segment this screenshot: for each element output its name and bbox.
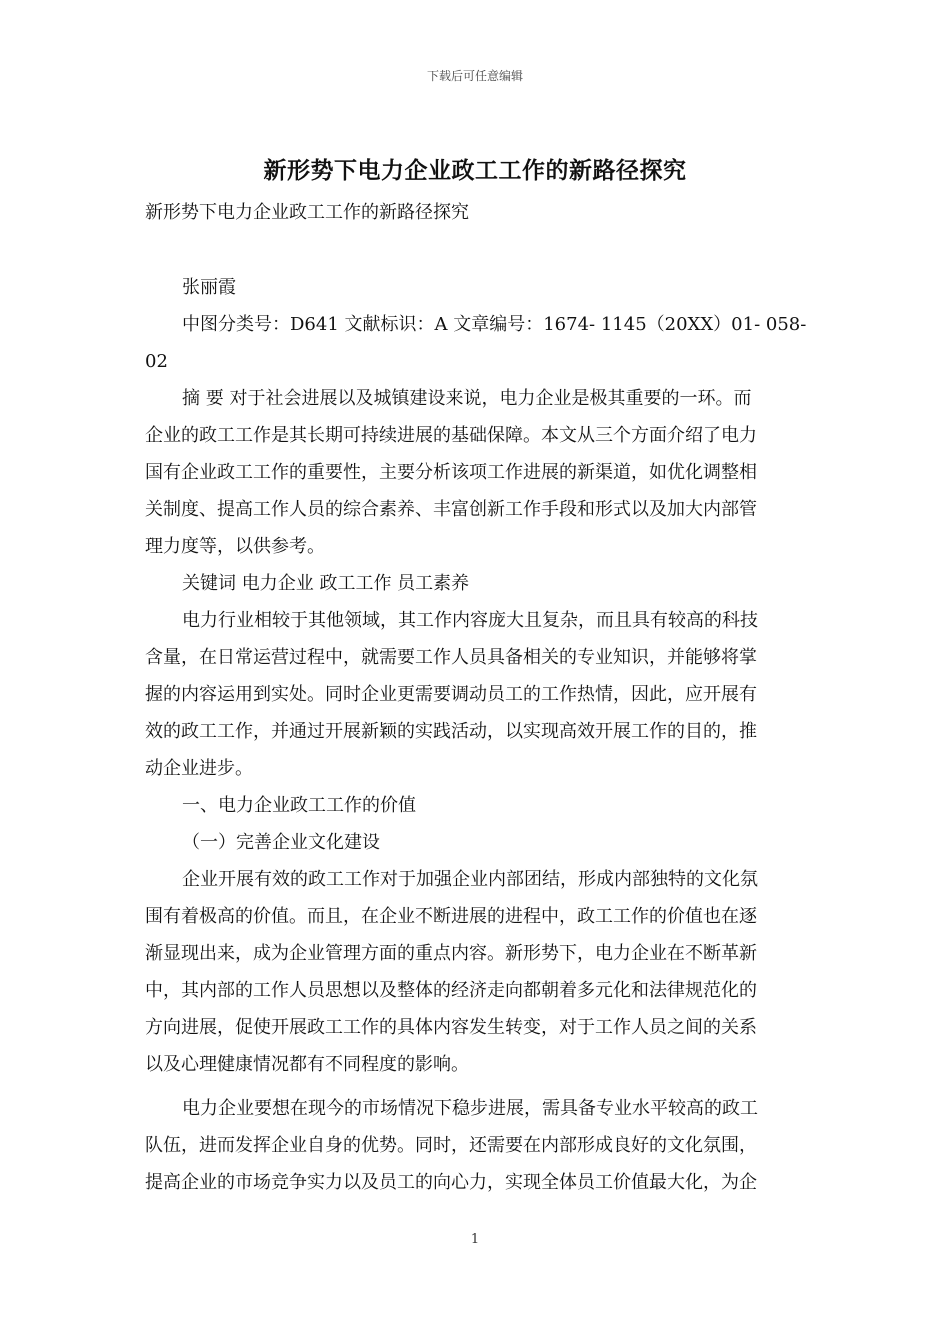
body-line: 队伍，进而发挥企业自身的优势。同时，还需要在内部形成良好的文化氛围，	[145, 1135, 757, 1156]
body-line: 围有着极高的价值。而且，在企业不断进展的进程中，政工工作的价值也在逐	[145, 906, 757, 927]
abstract-line: 理力度等，以供参考。	[145, 536, 325, 557]
subsection-heading: （一）完善企业文化建设	[182, 832, 380, 853]
abstract-line: 关制度、提高工作人员的综合素养、丰富创新工作手段和形式以及加大内部管	[145, 499, 757, 520]
document-title: 新形势下电力企业政工工作的新路径探究	[263, 157, 687, 184]
body-line: 中，其内部的工作人员思想以及整体的经济走向都朝着多元化和法律规范化的	[145, 980, 757, 1001]
author-line: 张丽霞	[182, 277, 236, 298]
body-line: 企业开展有效的政工工作对于加强企业内部团结，形成内部独特的文化氛	[182, 869, 758, 890]
body-line: 握的内容运用到实处。同时企业更需要调动员工的工作热情，因此，应开展有	[145, 684, 757, 705]
body-line: 电力行业相较于其他领域，其工作内容庞大且复杂，而且具有较高的科技	[182, 610, 758, 631]
body-line: 渐显现出来，成为企业管理方面的重点内容。新形势下，电力企业在不断革新	[145, 943, 757, 964]
header-note: 下载后可任意编辑	[426, 69, 523, 83]
classification-line: 中图分类号：D641 文献标识：A 文章编号：1674- 1145（20XX）01- 058-	[182, 314, 807, 335]
body-line: 方向进展，促使开展政工工作的具体内容发生转变，对于工作人员之间的关系	[145, 1017, 757, 1038]
body-line: 以及心理健康情况都有不同程度的影响。	[145, 1054, 469, 1075]
section-heading: 一、电力企业政工工作的价值	[182, 795, 416, 816]
abstract-line: 企业的政工工作是其长期可持续进展的基础保障。本文从三个方面介绍了电力	[145, 425, 757, 446]
body-line: 电力企业要想在现今的市场情况下稳步进展，需具备专业水平较高的政工	[182, 1098, 758, 1119]
classification-line-cont: 02	[145, 351, 168, 372]
body-line: 含量，在日常运营过程中，就需要工作人员具备相关的专业知识，并能够将掌	[145, 647, 757, 668]
body-line: 动企业进步。	[145, 758, 253, 779]
body-line: 效的政工工作，并通过开展新颖的实践活动，以实现高效开展工作的目的，推	[145, 721, 757, 742]
page-number: 1	[470, 1232, 480, 1247]
abstract-line: 摘 要 对于社会进展以及城镇建设来说，电力企业是极其重要的一环。而	[182, 388, 752, 409]
subtitle-line: 新形势下电力企业政工工作的新路径探究	[145, 202, 469, 223]
abstract-line: 国有企业政工工作的重要性，主要分析该项工作进展的新渠道，如优化调整相	[145, 462, 757, 483]
body-line: 提高企业的市场竞争实力以及员工的向心力，实现全体员工价值最大化，为企	[145, 1172, 757, 1193]
keywords-line: 关键词 电力企业 政工工作 员工素养	[182, 573, 470, 594]
